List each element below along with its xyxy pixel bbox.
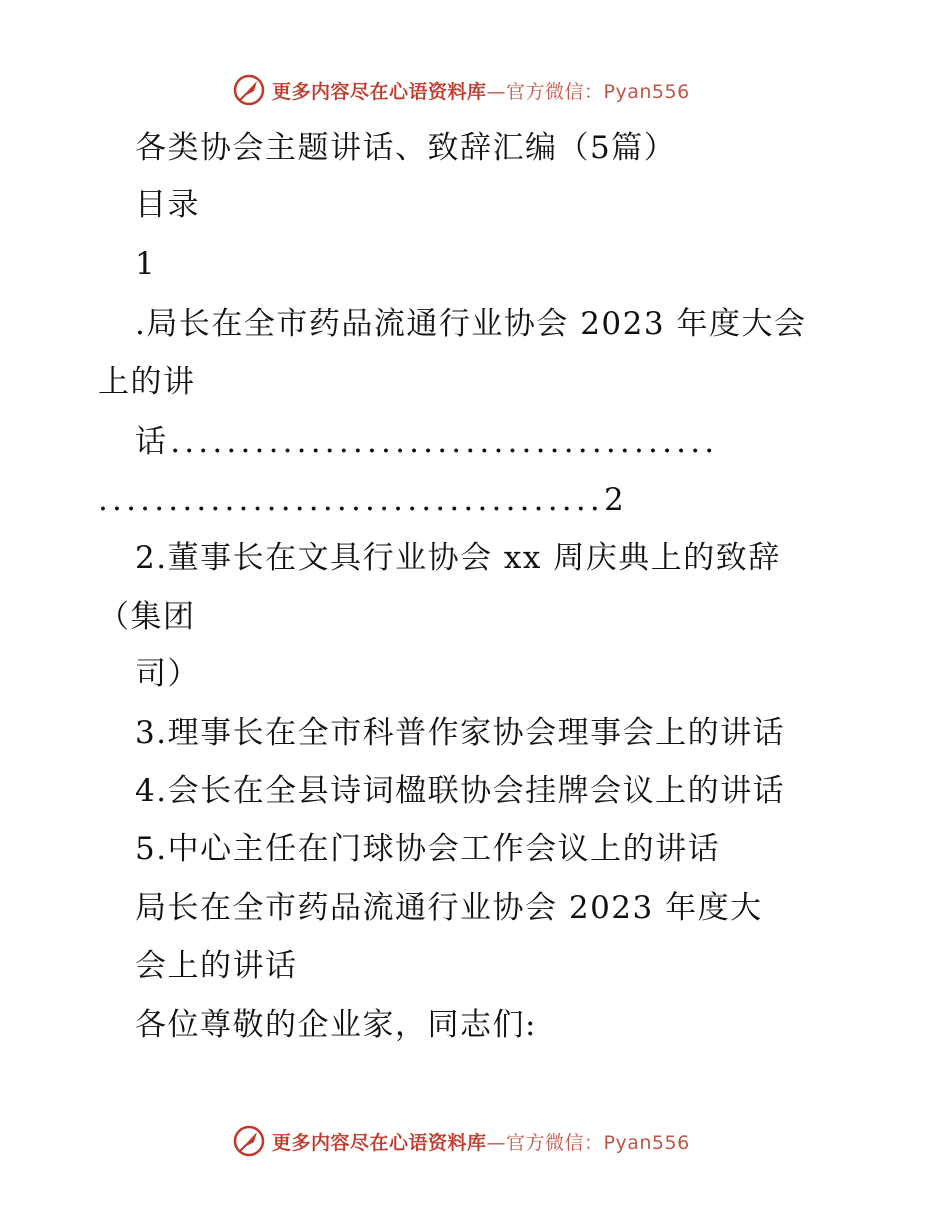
banner-official-label: 官方微信： [506, 80, 604, 103]
toc-heading: 目录 [135, 187, 200, 223]
banner-text [272, 77, 690, 104]
toc-item1-line2: 上的讲 [98, 364, 196, 400]
toc-item2-line1: 2.董事长在文具行业协会 xx 周庆典上的致辞 [135, 540, 781, 576]
banner-wechat-id: Pyan556 [603, 80, 690, 103]
banner-wechat-id: Pyan556 [603, 1131, 690, 1154]
salutation: 各位尊敬的企业家，同志们: [135, 1007, 537, 1043]
banner-dash: — [486, 1131, 507, 1154]
toc-item2-line2: （集团 [98, 599, 196, 635]
banner-main-text: 更多内容尽在心语资料库 [272, 1131, 487, 1154]
section-title-line2: 会上的讲话 [135, 948, 298, 984]
banner-text [272, 1128, 690, 1155]
section-title-line1: 局长在全市药品流通行业协会 2023 年度大 [135, 890, 763, 926]
toc-item1-number: 1 [135, 246, 157, 282]
toc-item1-line3-leader: 话....................................... [135, 424, 719, 460]
quill-logo-icon [232, 1124, 266, 1158]
banner-dash: — [486, 80, 507, 103]
banner-official-label: 官方微信： [506, 1131, 604, 1154]
toc-item2-line3: 司） [135, 656, 200, 692]
toc-item1-line4-leader-page: ....................................2 [98, 482, 628, 518]
document-title: 各类协会主题讲话、致辞汇编（5篇） [135, 130, 677, 166]
banner-main-text: 更多内容尽在心语资料库 [272, 80, 487, 103]
quill-logo-icon [232, 73, 266, 107]
toc-item1-line1: .局长在全市药品流通行业协会 2023 年度大会 [135, 306, 807, 342]
toc-item5: 5.中心主任在门球协会工作会议上的讲话 [135, 831, 721, 867]
footer-watermark-banner [232, 1123, 690, 1159]
toc-item4: 4.会长在全县诗词楹联协会挂牌会议上的讲话 [135, 773, 786, 809]
header-watermark-banner [232, 72, 690, 108]
toc-item3: 3.理事长在全市科普作家协会理事会上的讲话 [135, 715, 786, 751]
